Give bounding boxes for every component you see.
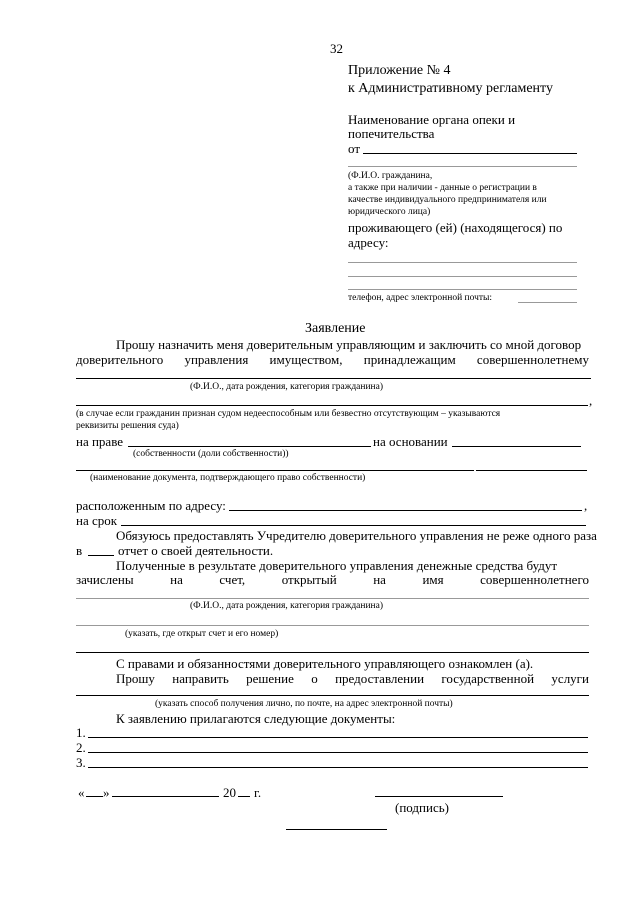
basis-line[interactable] (452, 446, 581, 447)
method-line[interactable] (76, 695, 589, 696)
comma-2: , (584, 498, 588, 513)
note-fio: (Ф.И.О., дата рождения, категория гражданина) (190, 382, 384, 392)
paragraph-5: Прошу направить решение о предоставлении государственной услуги (116, 671, 589, 686)
item-3-number: 3. (76, 755, 86, 770)
document-line-2[interactable] (476, 470, 587, 471)
note-account: (указать, где открыт счет и его номер) (125, 629, 279, 639)
date-day-line[interactable] (86, 796, 103, 797)
authority-label-cont: попечительства (348, 126, 435, 141)
account-line-2[interactable] (76, 652, 589, 653)
date-quote-open: « (78, 785, 85, 800)
item-2-number: 2. (76, 740, 86, 755)
paragraph-1-line-1: Прошу назначить меня доверительным управляющим и заключить со мной договор (116, 337, 582, 352)
date-quote-close: » (103, 785, 110, 800)
paragraph-2-in: в (76, 543, 83, 558)
fio-note-2: а также при наличии - данные о регистрации в (348, 183, 537, 193)
note-incapable: (в случае если гражданин признан судом недееспособным или безвестно отсутствующим – указываются (76, 409, 501, 419)
address-line-2[interactable] (348, 276, 577, 277)
signature-label: (подпись) (395, 800, 449, 815)
basis-label: на основании (373, 434, 448, 449)
ward-fio-line[interactable] (76, 378, 591, 379)
document-title: Заявление (305, 321, 366, 336)
paragraph-3-line-1: Полученные в результате доверительного управления денежные средства будут (116, 558, 558, 573)
date-year-line[interactable] (238, 796, 250, 797)
note-incapable-cont: реквизиты решения суда) (76, 421, 179, 431)
paragraph-2-line-1: Обязуюсь предоставлять Учредителю доверительного управления не реже одного раза (116, 528, 597, 543)
item-1-number: 1. (76, 725, 86, 740)
signature-line[interactable] (375, 796, 503, 797)
attached-label: К заявлению прилагаются следующие документы: (116, 711, 396, 726)
right-label: на праве (76, 434, 124, 449)
term-line[interactable] (121, 525, 586, 526)
comma: , (589, 393, 593, 408)
item-3-line[interactable] (88, 767, 588, 768)
frequency-line[interactable] (88, 555, 114, 556)
residing-label: проживающего (ей) (находящегося) по (348, 220, 563, 235)
from-label: от (348, 141, 361, 156)
regulation-title: к Административному регламенту (348, 81, 553, 96)
item-1-line[interactable] (88, 737, 588, 738)
address-line-3[interactable] (348, 289, 577, 290)
located-line[interactable] (229, 510, 582, 511)
authority-label: Наименование органа опеки и (348, 112, 516, 127)
paragraph-4: С правами и обязанностями доверительного управляющего ознакомлен (а). (116, 656, 534, 671)
term-label: на срок (76, 513, 118, 528)
account-line[interactable] (76, 625, 589, 626)
residing-label-cont: адресу: (348, 235, 389, 250)
page-number: 32 (330, 41, 343, 56)
date-year-suffix: г. (254, 785, 262, 800)
phone-label: телефон, адрес электронной почты: (348, 293, 493, 303)
fio-note-3: качестве индивидуального предпринимателя или (348, 195, 547, 205)
from-line-2[interactable] (348, 166, 577, 167)
paragraph-2-report: отчет о своей деятельности. (118, 543, 274, 558)
date-year-prefix: 20 (223, 785, 236, 800)
phone-line[interactable] (518, 302, 577, 303)
from-line[interactable] (363, 153, 577, 154)
note-share: (собственности (доли собственности)) (133, 449, 289, 459)
appendix-title: Приложение № 4 (348, 63, 451, 78)
incapable-line[interactable] (76, 405, 588, 406)
fio-note-4: юридического лица) (348, 207, 431, 217)
address-line-1[interactable] (348, 262, 577, 263)
footer-divider (286, 829, 387, 830)
account-holder-line[interactable] (76, 598, 589, 599)
located-label: расположенным по адресу: (76, 498, 226, 513)
paragraph-1-line-2: доверительного управления имуществом, принадлежащим совершеннолетнему (76, 352, 589, 367)
item-2-line[interactable] (88, 752, 588, 753)
fio-note-1: (Ф.И.О. гражданина, (348, 171, 433, 181)
date-month-line[interactable] (112, 796, 219, 797)
note-document: (наименование документа, подтверждающего право собственности) (90, 473, 366, 483)
note-fio-2: (Ф.И.О., дата рождения, категория гражданина) (190, 601, 384, 611)
paragraph-3-line-2: зачислены на счет, открытый на имя совершеннолетнего (76, 572, 589, 587)
document-line[interactable] (76, 470, 474, 471)
note-method: (указать способ получения лично, по почте, на адрес электронной почты) (155, 699, 453, 709)
right-line[interactable] (128, 446, 371, 447)
